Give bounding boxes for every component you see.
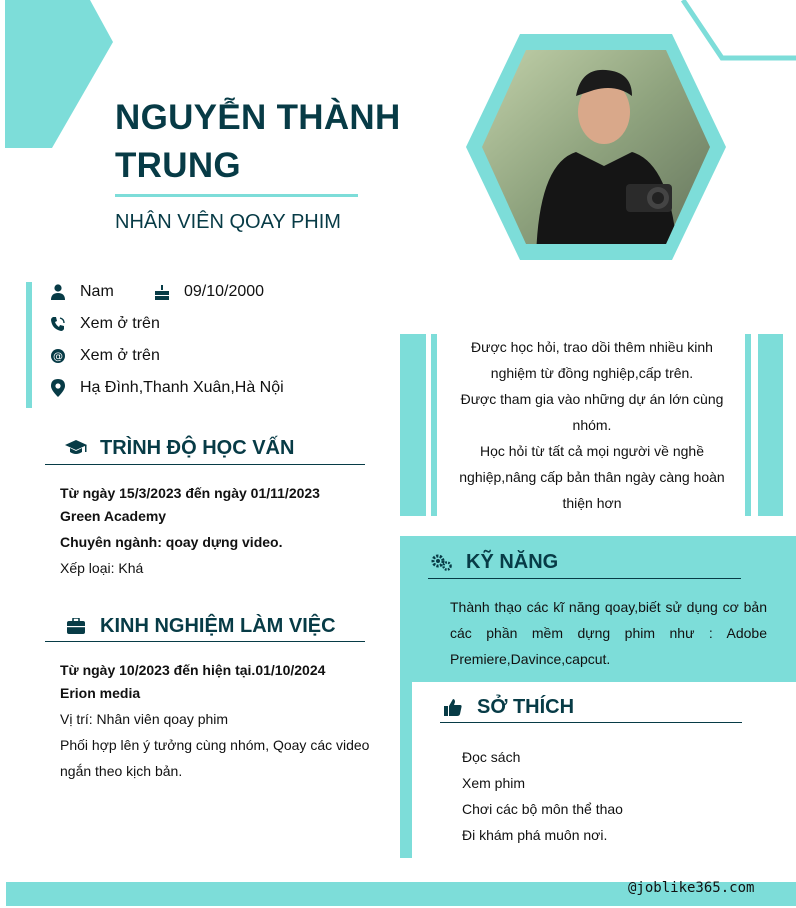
birthday-row bbox=[152, 280, 264, 304]
briefcase-icon bbox=[64, 614, 88, 638]
experience-heading bbox=[64, 614, 336, 638]
objective-bar-left-inner bbox=[431, 334, 437, 516]
hobby-item: Chơi các bộ môn thể thao bbox=[462, 801, 623, 817]
career-objective bbox=[446, 334, 738, 516]
experience-details bbox=[60, 659, 370, 784]
education-period: Từ ngày 15/3/2023 đến ngày 01/11/2023 bbox=[60, 485, 320, 501]
email-at-icon bbox=[48, 346, 68, 366]
education-major: Chuyên ngành: qoay dựng video. bbox=[60, 534, 283, 550]
footer-website: @joblike365.com bbox=[628, 880, 755, 896]
thumbs-up-icon bbox=[441, 695, 465, 719]
objective-line: Được tham gia vào những dự án lớn cùng bbox=[460, 391, 724, 407]
address-row bbox=[48, 376, 284, 400]
education-details bbox=[60, 482, 370, 581]
hobbies-rule bbox=[440, 722, 742, 723]
experience-position: Vị trí: Nhân viên qoay phim bbox=[60, 711, 229, 727]
birthday-value: 09/10/2000 bbox=[184, 283, 265, 300]
education-title: TRÌNH ĐỘ HỌC VẤN bbox=[100, 436, 295, 459]
gender-row bbox=[48, 280, 114, 304]
education-rule bbox=[45, 464, 365, 465]
phone-value: Xem ở trên bbox=[80, 315, 160, 332]
hobbies-title: SỞ THÍCH bbox=[477, 695, 575, 718]
graduation-cap-icon bbox=[64, 436, 88, 460]
address-value: Hạ Đình,Thanh Xuân,Hà Nội bbox=[80, 379, 284, 396]
skills-title: KỸ NĂNG bbox=[466, 550, 559, 573]
corner-decoration-left bbox=[0, 0, 120, 150]
hobbies-list bbox=[462, 744, 623, 848]
education-heading bbox=[64, 436, 294, 460]
experience-description: Phối hợp lên ý tưởng cùng nhóm, Qoay các video ngắn theo kịch bản. bbox=[60, 737, 370, 779]
hobby-item: Xem phim bbox=[462, 775, 526, 791]
objective-bar-left-outer bbox=[400, 334, 426, 516]
skills-text: Thành thạo các kĩ năng qoay,biết sử dụng cơ bản các phần mềm dựng phim như : Adobe Premiere,Davince,capcut. bbox=[450, 599, 767, 667]
phone-icon bbox=[48, 314, 68, 334]
info-side-bar bbox=[26, 282, 32, 408]
gears-icon bbox=[430, 550, 454, 574]
hobbies-side-bar bbox=[400, 682, 412, 858]
objective-line: nhóm. bbox=[572, 417, 612, 433]
objective-line: Được học hỏi, trao dồi thêm nhiều kinh bbox=[471, 339, 713, 355]
experience-title: KINH NGHIỆM LÀM VIỆC bbox=[100, 614, 336, 637]
hobby-item: Đi khám phá muôn nơi. bbox=[462, 827, 608, 843]
objective-bar-right-outer bbox=[758, 334, 783, 516]
education-school: Green Academy bbox=[60, 508, 167, 524]
education-grade: Xếp loại: Khá bbox=[60, 560, 144, 576]
name-line-2: TRUNG bbox=[115, 146, 241, 185]
candidate-name bbox=[115, 94, 415, 190]
user-icon bbox=[48, 282, 68, 302]
map-pin-icon bbox=[48, 378, 68, 398]
objective-line: nghiệm từ đồng nghiệp,cấp trên. bbox=[490, 365, 694, 381]
phone-row bbox=[48, 312, 160, 336]
skills-rule bbox=[428, 578, 741, 579]
svg-text:@: @ bbox=[53, 351, 63, 363]
name-line-1: NGUYỄN THÀNH bbox=[115, 98, 401, 137]
experience-period: Từ ngày 10/2023 đến hiện tại.01/10/2024 bbox=[60, 662, 326, 678]
objective-line: Học hỏi từ tất cả mọi người về nghề bbox=[479, 443, 705, 459]
hobbies-heading bbox=[441, 695, 574, 719]
skills-heading bbox=[430, 550, 558, 574]
profile-photo bbox=[466, 34, 726, 260]
objective-line: nghiệp,nâng cấp bản thân ngày càng hoàn bbox=[459, 469, 725, 485]
experience-rule bbox=[45, 641, 365, 642]
job-title: NHÂN VIÊN QOAY PHIM bbox=[115, 211, 341, 233]
name-underline bbox=[115, 194, 358, 197]
experience-company: Erion media bbox=[60, 685, 141, 701]
objective-bar-right-inner bbox=[745, 334, 751, 516]
email-row bbox=[48, 344, 160, 368]
hobby-item: Đọc sách bbox=[462, 749, 521, 765]
birthday-cake-icon bbox=[152, 282, 172, 302]
email-value: Xem ở trên bbox=[80, 347, 160, 364]
gender-value: Nam bbox=[80, 283, 114, 300]
objective-line: thiện hơn bbox=[562, 495, 622, 511]
